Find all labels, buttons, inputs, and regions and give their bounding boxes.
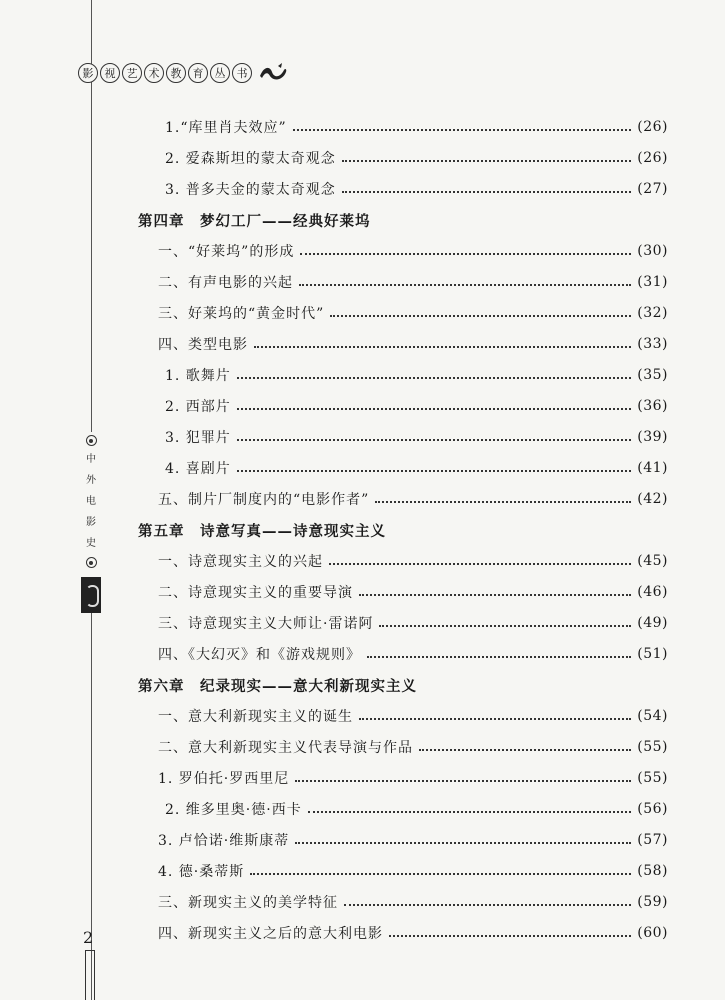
- toc-entry-page: (31): [637, 274, 668, 290]
- toc-entry-page: (59): [637, 894, 668, 910]
- toc-entry-page: (45): [637, 553, 668, 569]
- toc-entry-page: (26): [637, 119, 668, 135]
- dot-leader: [359, 594, 631, 596]
- toc-entry-title: 一、“好莱坞”的形成: [158, 244, 295, 260]
- toc-entry-title: 三、新现实主义的美学特征: [158, 895, 338, 911]
- toc-entry-title: 四、类型电影: [158, 337, 248, 353]
- toc-entry[interactable]: [158, 298, 668, 328]
- dot-leader: [254, 346, 631, 348]
- dot-leader: [299, 284, 631, 286]
- dot-leader: [359, 718, 631, 720]
- toc-entry-title: 五、制片厂制度内的“电影作者”: [158, 492, 370, 508]
- toc-entry-page: (57): [637, 832, 668, 848]
- dragon-ornament-icon: [258, 62, 288, 84]
- toc-entry-title: 4. 德·桑蒂斯: [158, 864, 245, 880]
- toc-chapter-heading[interactable]: [138, 205, 668, 235]
- dot-leader: [237, 470, 631, 472]
- toc-entry[interactable]: [158, 763, 668, 793]
- toc-entry[interactable]: [158, 701, 668, 731]
- dot-leader: [250, 873, 631, 875]
- toc-entry-page: (54): [637, 708, 668, 724]
- toc-entry-title: 1.“库里肖夫效应”: [165, 120, 287, 136]
- toc-entry-page: (27): [637, 181, 668, 197]
- toc-entry-page: (36): [637, 398, 668, 414]
- toc-entry-page: (32): [637, 305, 668, 321]
- toc-entry[interactable]: [165, 174, 668, 204]
- toc-entry[interactable]: [158, 329, 668, 359]
- toc-entry-page: (46): [637, 584, 668, 600]
- toc-entry[interactable]: [158, 856, 668, 886]
- dot-leader: [344, 904, 631, 906]
- toc-entry-title: 二、诗意现实主义的重要导演: [158, 585, 353, 601]
- series-char: 艺: [122, 63, 142, 83]
- chapter-title: 第四章 梦幻工厂——经典好莱坞: [138, 213, 371, 230]
- toc-entry-title: 2. 爱森斯坦的蒙太奇观念: [165, 151, 336, 167]
- toc-entry-page: (58): [637, 863, 668, 879]
- toc-entry-page: (41): [637, 460, 668, 476]
- book-title-char: 中: [86, 454, 96, 465]
- toc-entry[interactable]: [158, 887, 668, 917]
- toc-entry[interactable]: [158, 608, 668, 638]
- book-title-char: 影: [86, 517, 96, 528]
- series-char: 视: [100, 63, 120, 83]
- toc-chapter-heading[interactable]: [138, 670, 668, 700]
- toc-entry-title: 2. 维多里奥·德·西卡: [165, 802, 302, 818]
- toc-entry[interactable]: [165, 112, 668, 142]
- toc-entry-page: (35): [637, 367, 668, 383]
- series-char: 教: [166, 63, 186, 83]
- dot-leader: [389, 935, 631, 937]
- toc-entry-title: 一、意大利新现实主义的诞生: [158, 709, 353, 725]
- bullet-dot-icon: [86, 435, 97, 446]
- sidebar-book-title: [80, 432, 102, 613]
- toc-entry-page: (30): [637, 243, 668, 259]
- toc-entry[interactable]: [158, 732, 668, 762]
- book-title-char: 史: [86, 538, 96, 549]
- dot-leader: [237, 408, 631, 410]
- toc-entry[interactable]: [158, 236, 668, 266]
- toc-entry-page: (49): [637, 615, 668, 631]
- toc-entry[interactable]: [158, 577, 668, 607]
- toc-entry-page: (26): [637, 150, 668, 166]
- series-char: 育: [188, 63, 208, 83]
- film-reel-icon: [81, 577, 101, 613]
- toc-entry[interactable]: [165, 422, 668, 452]
- toc-entry-title: 4. 喜剧片: [165, 461, 231, 477]
- toc-entry[interactable]: [165, 391, 668, 421]
- toc-entry[interactable]: [158, 918, 668, 948]
- toc-entry[interactable]: [165, 360, 668, 390]
- book-title-char: 电: [86, 496, 96, 507]
- margin-box: [85, 950, 95, 1000]
- page-number: 2: [83, 928, 94, 947]
- book-title-char: 外: [86, 475, 96, 486]
- dot-leader: [308, 811, 632, 813]
- toc-entry[interactable]: [165, 143, 668, 173]
- toc-entry-title: 四、《大幻灭》和《游戏规则》: [158, 647, 361, 663]
- dot-leader: [300, 253, 631, 255]
- dot-leader: [237, 439, 631, 441]
- toc-entry-title: 2. 西部片: [165, 399, 231, 415]
- toc-chapter-heading[interactable]: [138, 515, 668, 545]
- toc-entry-page: (51): [637, 646, 668, 662]
- toc-entry-title: 二、意大利新现实主义代表导演与作品: [158, 740, 413, 756]
- toc-entry[interactable]: [158, 546, 668, 576]
- dot-leader: [330, 315, 631, 317]
- series-char: 术: [144, 63, 164, 83]
- series-title: [78, 60, 288, 86]
- dot-leader: [342, 160, 631, 162]
- toc-entry-page: (55): [637, 739, 668, 755]
- bullet-dot-icon: [86, 557, 97, 568]
- toc-entry-page: (56): [637, 801, 668, 817]
- series-char: 丛: [210, 63, 230, 83]
- dot-leader: [237, 377, 631, 379]
- toc-entry-title: 二、有声电影的兴起: [158, 275, 293, 291]
- dot-leader: [295, 780, 631, 782]
- toc-entry[interactable]: [158, 639, 668, 669]
- toc-entry[interactable]: [165, 453, 668, 483]
- toc-entry-title: 一、诗意现实主义的兴起: [158, 554, 323, 570]
- toc-entry-title: 三、好莱坞的“黄金时代”: [158, 306, 325, 322]
- series-char: 影: [78, 63, 98, 83]
- series-char: 书: [232, 63, 252, 83]
- toc-entry[interactable]: [158, 484, 668, 514]
- dot-leader: [367, 656, 631, 658]
- toc-entry-title: 3. 犯罪片: [165, 430, 231, 446]
- dot-leader: [295, 842, 631, 844]
- dot-leader: [375, 501, 631, 503]
- toc-entry-title: 三、诗意现实主义大师让·雷诺阿: [158, 616, 374, 632]
- toc-entry-page: (60): [637, 925, 668, 941]
- toc-entry[interactable]: [165, 794, 668, 824]
- toc-entry-title: 1. 罗伯托·罗西里尼: [158, 771, 290, 787]
- toc-entry-page: (42): [637, 491, 668, 507]
- dot-leader: [342, 191, 631, 193]
- toc-entry[interactable]: [158, 825, 668, 855]
- dot-leader: [329, 563, 631, 565]
- chapter-title: 第六章 纪录现实——意大利新现实主义: [138, 678, 417, 695]
- dot-leader: [419, 749, 631, 751]
- toc-entry-page: (39): [637, 429, 668, 445]
- chapter-title: 第五章 诗意写真——诗意现实主义: [138, 523, 386, 540]
- dot-leader: [379, 625, 631, 627]
- toc-entry-title: 1. 歌舞片: [165, 368, 231, 384]
- toc-entry-title: 四、新现实主义之后的意大利电影: [158, 926, 383, 942]
- toc-entry-title: 3. 普多夫金的蒙太奇观念: [165, 182, 336, 198]
- toc-entry[interactable]: [158, 267, 668, 297]
- dot-leader: [293, 129, 632, 131]
- toc-entry-title: 3. 卢恰诺·维斯康蒂: [158, 833, 290, 849]
- toc-entry-page: (33): [637, 336, 668, 352]
- toc-entry-page: (55): [637, 770, 668, 786]
